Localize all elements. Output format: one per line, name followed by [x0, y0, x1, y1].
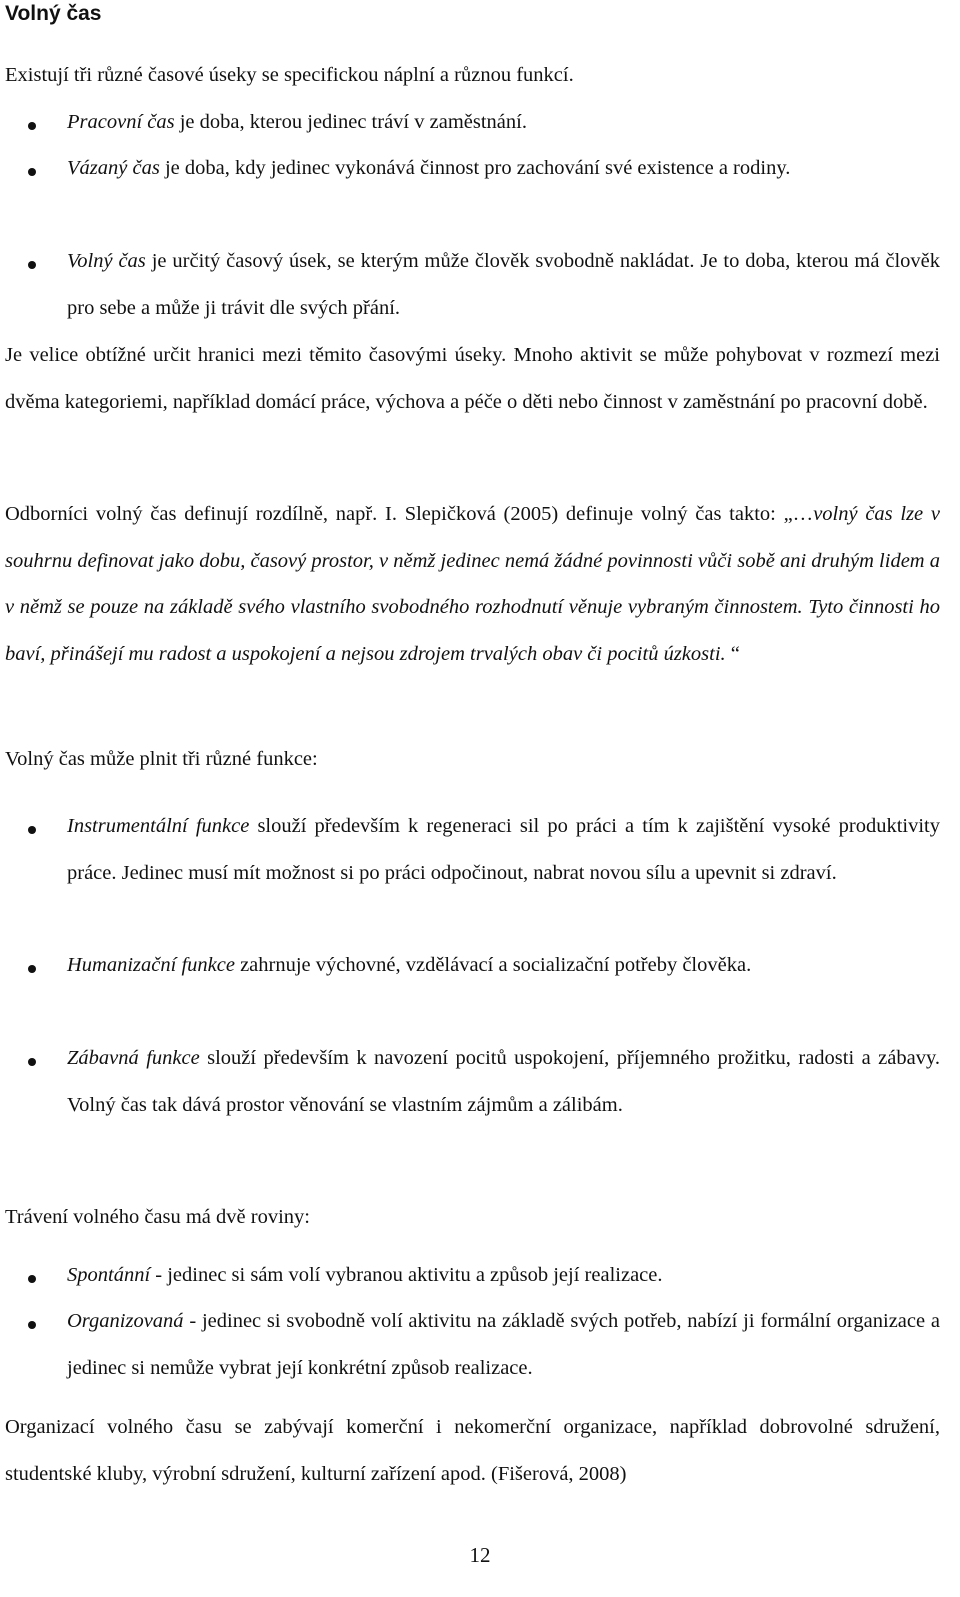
intro-paragraph: Existují tři různé časové úseky se specifickou náplní a různou funkcí. [5, 64, 574, 86]
definition-lead: Odborníci volný čas definují rozdílně, např. I. Slepičková (2005) definuje volný čas takto: „… [5, 503, 814, 525]
list-item-entertainment-function [67, 1035, 940, 1128]
boundaries-paragraph: Je velice obtížné určit hranici mezi těmito časovými úseky. Mnoho aktivit se může pohybovat v rozmezí mezi dvěma kategoriemi, například domácí práce, výchova a péče o děti nebo činnost v zaměstnání po pracovní době. [5, 344, 940, 413]
bullet-icon [28, 261, 36, 269]
bullet-icon [28, 1058, 36, 1066]
definition-quote: volný čas lze v souhrnu definovat jako dobu, časový prostor, v němž jedinec nemá žádné povinnosti vůči sobě ani druhým lidem a v němž se pouze na základě svého vlastního svobodného rozhodnutí věnuje vybraným činnostem. Tyto činnosti ho baví, přinášejí mu radost a uspokojení a nejsou zdrojem trvalých obav či pocitů úzkosti. [5, 503, 940, 665]
list-item-work-time [67, 99, 940, 146]
list-item-text: slouží především k regeneraci sil po práci a tím k zajištění vysoké produktivity práce. Jedinec musí mít možnost si po práci odpočinout, nabrat novou sílu a upevnit si zdraví. [67, 815, 940, 884]
list-item-term: Volný čas [67, 250, 146, 272]
section-heading: Volný čas [5, 2, 102, 25]
list-item-term: Humanizační funkce [67, 954, 235, 976]
functions-intro: Volný čas může plnit tři různé funkce: [5, 748, 318, 770]
bullet-icon [28, 1321, 36, 1329]
list-item-organized [67, 1298, 940, 1391]
bullet-icon [28, 168, 36, 176]
organizations-paragraph: Organizací volného času se zabývají komerční i nekomerční organizace, například dobrovolné sdružení, studentské kluby, výrobní sdružení, kulturní zařízení apod. (Fišerová, 2008) [5, 1416, 940, 1485]
list-item-term: Spontánní [67, 1264, 151, 1286]
list-item-text: je doba, kdy jedinec vykonává činnost pro zachování své existence a rodiny. [159, 157, 791, 179]
list-item-term: Instrumentální funkce [67, 815, 250, 837]
list-item-humanizing-function [67, 942, 940, 989]
list-item-term: Vázaný čas [67, 157, 160, 179]
definition-close: “ [725, 642, 740, 665]
bullet-icon [28, 1275, 36, 1283]
list-item-text: zahrnuje výchovné, vzdělávací a socializační potřeby člověka. [234, 954, 752, 976]
bullet-icon [28, 122, 36, 130]
list-item-instrumental-function [67, 803, 940, 896]
list-item-text: je doba, kterou jedinec tráví v zaměstnání. [174, 111, 527, 133]
levels-intro: Trávení volného času má dvě roviny: [5, 1206, 310, 1228]
list-item-term: Pracovní čas [67, 111, 175, 133]
list-item-bound-time [67, 145, 940, 192]
bullet-icon [28, 965, 36, 973]
list-item-spontaneous [67, 1252, 940, 1299]
list-item-free-time [67, 238, 940, 331]
list-item-text: slouží především k navození pocitů uspokojení, příjemného prožitku, radosti a zábavy. Volný čas tak dává prostor věnování se vlastním zájmům a zálibám. [67, 1047, 940, 1116]
list-item-text: - jedinec si sám volí vybranou aktivitu a způsob její realizace. [150, 1264, 663, 1286]
list-item-term: Zábavná funkce [67, 1047, 200, 1069]
definition-paragraph [5, 491, 940, 677]
list-item-text: - jedinec si svobodně volí aktivitu na základě svých potřeb, nabízí ji formální organizace a jedinec si nemůže vybrat její konkrétní způsob realizace. [67, 1310, 940, 1379]
bullet-icon [28, 826, 36, 834]
list-item-text: je určitý časový úsek, se kterým může člověk svobodně nakládat. Je to doba, kterou má člověk pro sebe a může ji trávit dle svých přání. [67, 250, 940, 319]
list-item-term: Organizovaná [67, 1310, 184, 1332]
page-number: 12 [469, 1543, 491, 1567]
